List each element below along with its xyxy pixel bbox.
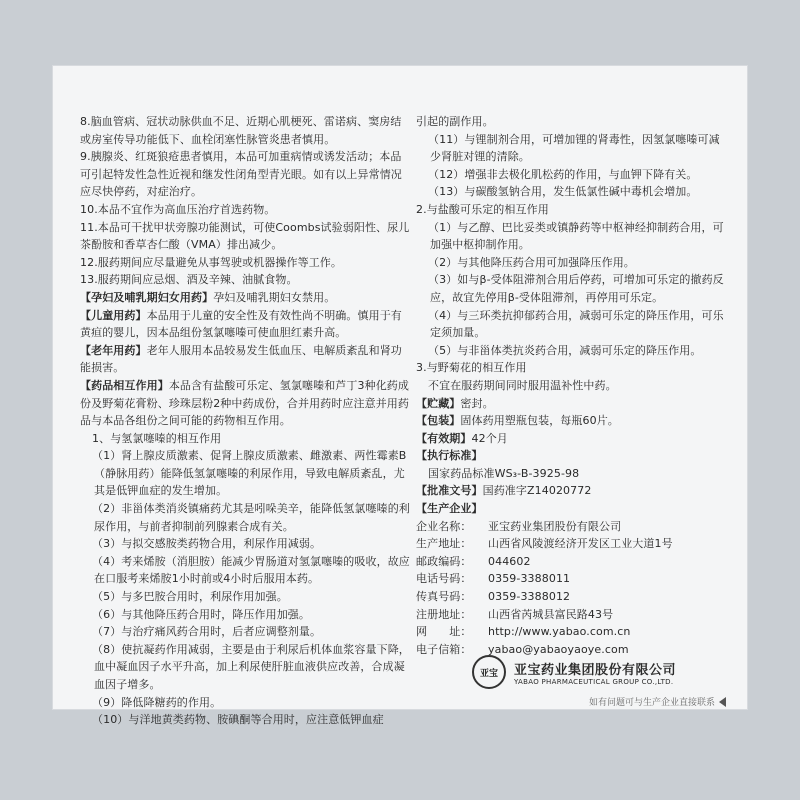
section-storage: 【贮藏】密封。 [416, 396, 494, 410]
right-para: （2）与其他降压药合用可加强降压作用。 [428, 255, 635, 269]
right-para: 引起的副作用。 [416, 115, 494, 128]
interaction-item: （7）与治疗痛风药合用时，后者应调整剂量。 [92, 625, 322, 639]
section-standard: 【执行标准】 [416, 449, 483, 463]
section-interactions: 【药品相互作用】本品含有盐酸可乐定、氢氯噻嗪和芦丁3种化药成份及野菊花膏粉、珍珠层粉2种中药成份，合并用药时应注意并用药品与本品各组份之间可能的药物相互作用。 [80, 378, 410, 428]
company-logo [472, 655, 676, 689]
right-para: （11）与锂制剂合用，可增加锂的肾毒性，因氢氯噻嗪可减少肾脏对锂的清除。 [428, 132, 720, 164]
company-row: 注册地址： 山西省芮城县富民路43号 [416, 607, 614, 621]
company-row: 电子信箱： yabao@yabaoyaoye.com [416, 642, 629, 656]
section-elderly: 【老年用药】老年人服用本品较易发生低血压、电解质紊乱和肾功能损害。 [80, 343, 402, 375]
company-row: 企业名称： 亚宝药业集团股份有限公司 [416, 519, 622, 533]
section-approval: 【批准文号】国药准字Z14020772 [416, 484, 592, 498]
right-para: 2.与盐酸可乐定的相互作用 [416, 202, 549, 216]
standard-value: 国家药品标准WS₃-B-3925-98 [428, 466, 580, 480]
interaction-item: （5）与多巴胺合用时，利尿作用加强。 [92, 590, 288, 604]
interaction-item: （6）与其他降压药合用时，降压作用加强。 [92, 607, 310, 621]
arrow-left-icon [719, 697, 726, 707]
right-para: 不宜在服药期间同时服用温补性中药。 [428, 378, 617, 392]
right-para: （3）如与β-受体阻滞剂合用后停药，可增加可乐定的撤药反应，故宜先停用β-受体阻滞剂，再停用可乐定。 [428, 273, 724, 304]
right-para: （4）与三环类抗抑郁药合用，减弱可乐定的降压作用，可乐定须加量。 [428, 308, 724, 340]
right-para: 3.与野菊花的相互作用 [416, 361, 527, 375]
section-manufacturer: 【生产企业】 [416, 502, 483, 516]
left-para-5: 12.服药期间应尽量避免从事驾驶或机器操作等工作。 [80, 255, 342, 269]
company-row: 网 址： http://www.yabao.com.cn [416, 625, 631, 639]
company-row: 生产地址： 山西省风陵渡经济开发区工业大道1号 [416, 537, 673, 551]
section-children: 【儿童用药】本品用于儿童的安全性及有效性尚不明确。慎用于有黄疸的婴儿，因本品组份氢氯噻嗪可使血胆红素升高。 [80, 308, 402, 340]
left-para-3: 10.本品不宜作为高血压治疗首选药物。 [80, 202, 276, 216]
right-column [416, 113, 726, 658]
interaction-item: （1）肾上腺皮质激素、促肾上腺皮质激素、雌激素、两性霉素B（静脉用药）能降低氢氯噻嗪的利尿作用，导致电解质紊乱，尤其是低钾血症的发生增加。 [92, 449, 407, 498]
interaction-item: （9）降低降糖药的作用。 [92, 695, 222, 709]
right-para: （5）与非甾体类抗炎药合用，减弱可乐定的降压作用。 [428, 343, 702, 357]
company-row: 邮政编码： 044602 [416, 554, 531, 568]
interaction-item: （3）与拟交感胺类药物合用，利尿作用减弱。 [92, 537, 322, 551]
interaction-item: （8）使抗凝药作用减弱，主要是由于利尿后机体血浆容量下降，血中凝血因子水平升高，加上利尿使肝脏血液供应改善，合成凝血因子增多。 [92, 642, 410, 691]
left-para-2: 9.胰腺炎、红斑狼疮患者慎用，本品可加重病情或诱发活动；本品可引起特发性急性近视和继发性闭角型青光眼。如有以上异常情况应尽快停药，对症治疗。 [80, 150, 402, 199]
section-package: 【包装】固体药用塑瓶包装，每瓶60片。 [416, 414, 619, 428]
interaction-item: （2）非甾体类消炎镇痛药尤其是吲哚美辛，能降低氢氯噻嗪的利尿作用，与前者抑制前列腺素合成有关。 [92, 502, 410, 533]
company-row: 电话号码： 0359-3388011 [416, 572, 571, 586]
logo-icon: 亚宝 [472, 655, 506, 689]
right-para: （1）与乙醇、巴比妥类或镇静药等中枢神经抑制药合用，可加强中枢抑制作用。 [428, 220, 724, 252]
interaction-item: （4）考来烯胺（消胆胺）能减少胃肠道对氢氯噻嗪的吸收，故应在口服考来烯胺1小时前或4小时后服用本药。 [92, 554, 410, 586]
left-para-1: 8.脑血管病、冠状动脉供血不足、近期心肌梗死、雷诺病、窦房结或房室传导功能低下、血栓闭塞性脉管炎患者慎用。 [80, 115, 402, 146]
interaction-heading-1: 1、与氢氯噻嗪的相互作用 [92, 431, 222, 445]
left-para-6: 13.服药期间应忌烟、酒及辛辣、油腻食物。 [80, 273, 298, 287]
left-column [80, 113, 412, 729]
company-row: 传真号码： 0359-3388012 [416, 590, 571, 604]
interaction-item: （10）与洋地黄类药物、胺碘酮等合用时，应注意低钾血症 [92, 713, 384, 727]
section-expiry: 【有效期】42个月 [416, 431, 508, 445]
contact-note: 如有问题可与生产企业直接联系 [589, 695, 726, 708]
leaflet-sheet [52, 65, 748, 727]
logo-text: 亚宝药业集团股份有限公司 YABAO PHARMACEUTICAL GROUP CO.,LTD. [514, 662, 677, 686]
right-para: （13）与碳酸氢钠合用，发生低氯性碱中毒机会增加。 [428, 185, 698, 199]
right-para: （12）增强非去极化肌松药的作用，与血钾下降有关。 [428, 167, 698, 181]
section-pregnancy: 【孕妇及哺乳期妇女用药】孕妇及哺乳期妇女禁用。 [80, 290, 336, 304]
left-para-4: 11.本品可干扰甲状旁腺功能测试，可使Coombs试验弱阳性、尿儿茶酚胺和香草杏仁酸（VMA）排出减少。 [80, 220, 410, 252]
